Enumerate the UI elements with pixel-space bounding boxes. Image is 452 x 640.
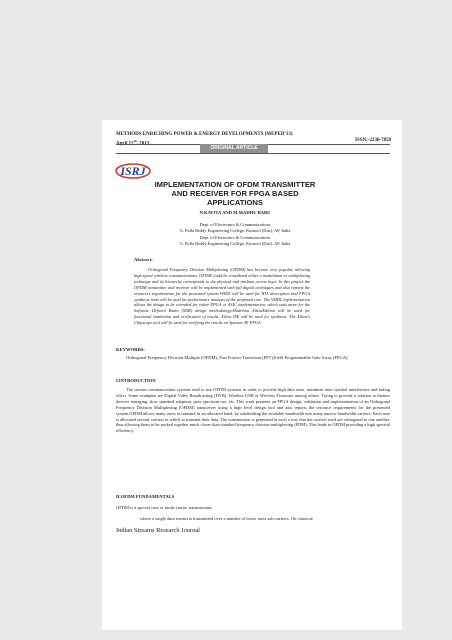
affiliations [150, 222, 320, 248]
affiliation-line: Dept. of Electronics & Communications [199, 234, 271, 240]
ofdm-text-line: OFDM is a special case of multi-carrier transmission, [116, 505, 213, 510]
keywords-heading: KEYWORDS: [116, 347, 145, 352]
ofdm-text-line: where a single data stream is transmitted over a number of lower rates sub-carriers. On classical [140, 516, 313, 521]
affiliation-line: G. Pulla Reddy Engineering College, Kurnool (Dist), AP, India [179, 241, 291, 247]
paper-authors: N.KAVITA AND M.MADHU BABU [199, 210, 271, 215]
intro-heading: I.INTRODUCTION [116, 378, 156, 383]
header-rule-lower [116, 153, 390, 154]
issn: ISSN:-2230-7850 [355, 138, 392, 143]
affiliation-line: G. Pulla Reddy Engineering College, Kurnool (Dist), AP, India [179, 228, 291, 234]
abstract-text: Orthogonal Frequency Division Multiplexing (OFDM) has become very popular, allowing high speed wireless communications. OFDM could be considered either a modulation or multiplexing technique and its hierarchy corresponds to the physical and medium access layer. In this project the OFDM transmitter and receiver will be implemented with full digital techniques and also reports the resources requirements for the presented system.VHDL will be used for RTL description and FPGA synthesis tools will be used for performance analysis of the proposed core. The VHDL implementation allows the design to be extended for either FPGA or ASIC implementation, which suits more for the Software Defined Radio (SDR) design methodology.Modelsim XilinxEdition will be used for functional simulation and verification of results. Xilinx ISE will be used for synthesis. The Xilinx's Chipscope tool will be used for verifying the results on Spartan 3E FPGA. [134, 267, 310, 326]
affiliation-line: Dept. of Electronics & Communications [199, 222, 271, 227]
ofdm-heading: II.OFDM FUNDAMENTALS [116, 494, 175, 499]
conference-name: METHODS ENRICHING POWER & ENERGY DEVELOPMENTS (MEPED'13) [116, 132, 293, 137]
issue-date: April 12th, 2013 [116, 139, 150, 147]
intro-text: The current communication systems tend to use OFDM systems in order to provide high data rates, minimize inter symbol interference and fading effect. Some examples are Digital Video Broadcasting (DVB), Wireless USB or Wireless Firmware among others. Trying to provide a solution to thenew devices emerging, slow standard adoption, poor spectrum use, etc. This work presents an FPGA design, validation and implementation of an Orthogonal Frequency Division Multiplexing (OFDM) transceiver using a high level design tool and also reports the resource requirements for the presented system.OFDM allows many users to transmit in an allocated band, by subdividing the available bandwidth into many narrow bandwidth carriers. Each user is allocated several carriers in which to transmit their data. The transmission is generated in such a way that the carriers used are orthogonal to one another, thus allowing them to be packed together much closer than standard frequency division multiplexing (FDM). This leads to OFDM providing a high spectral efficiency. [116, 387, 390, 434]
journal-logo [113, 158, 153, 182]
logo-text: ISRJ [120, 164, 146, 178]
article-type-badge: ORIGINAL ARTICLE [200, 144, 268, 153]
paper-title: IMPLEMENTATION OF OFDM TRANSMITTER AND RECEIVER FOR FPGA BASED APPLICATIONS [154, 180, 316, 207]
abstract-heading: Abstract: [134, 257, 153, 262]
keywords-text: Orthogonal Frequency Division Multiple (OFDM), Fast Fourier Transform (FFT),Field Programmable Gate Array (FPGA). [126, 355, 349, 360]
footer-journal-name: Indian Streams Research Journal [116, 527, 200, 534]
